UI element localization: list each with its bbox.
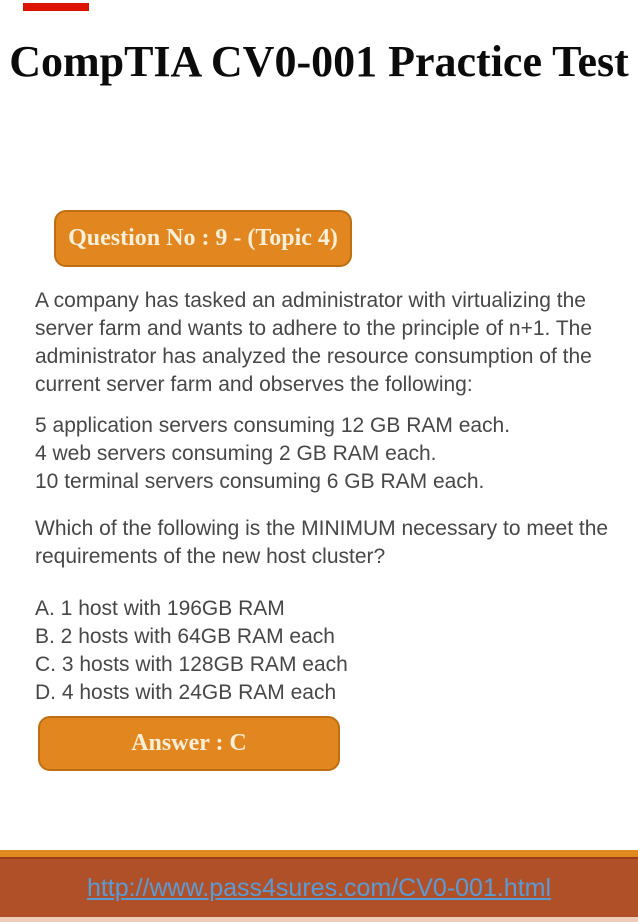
consumption-line: 5 application servers consuming 12 GB RAM each.	[35, 414, 511, 437]
prompt-line: requirements of the new host cluster?	[35, 545, 386, 568]
prompt-line: Which of the following is the MINIMUM necessary to meet the	[35, 517, 609, 540]
footer-band	[0, 857, 638, 917]
question-text-line: current server farm and observes the following:	[35, 373, 473, 396]
answer-option-b: B. 2 hosts with 64GB RAM each	[35, 625, 335, 648]
question-number-badge	[54, 210, 352, 267]
answer-option-d: D. 4 hosts with 24GB RAM each	[35, 681, 337, 704]
answer-option-a: A. 1 host with 196GB RAM	[35, 597, 285, 620]
question-number-label: Question No : 9 - (Topic 4)	[68, 225, 338, 251]
answer-badge	[38, 716, 340, 771]
question-text-line: A company has tasked an administrator with virtualizing the	[35, 289, 586, 312]
answer-option-c: C. 3 hosts with 128GB RAM each	[35, 653, 348, 676]
footer-link[interactable]: http://www.pass4sures.com/CV0-001.html	[86, 873, 552, 902]
consumption-line: 10 terminal servers consuming 6 GB RAM each.	[35, 470, 485, 493]
consumption-line: 4 web servers consuming 2 GB RAM each.	[35, 442, 437, 465]
footer-bottom-strip	[0, 917, 638, 922]
red-accent-bar	[23, 3, 89, 11]
answer-label: Answer : C	[131, 730, 247, 756]
question-body	[35, 287, 615, 707]
page-title: CompTIA CV0-001 Practice Test	[9, 37, 629, 86]
footer-orange-strip	[0, 850, 638, 857]
question-text-line: administrator has analyzed the resource consumption of the	[35, 345, 592, 368]
question-text-line: server farm and wants to adhere to the principle of n+1. The	[35, 317, 593, 340]
